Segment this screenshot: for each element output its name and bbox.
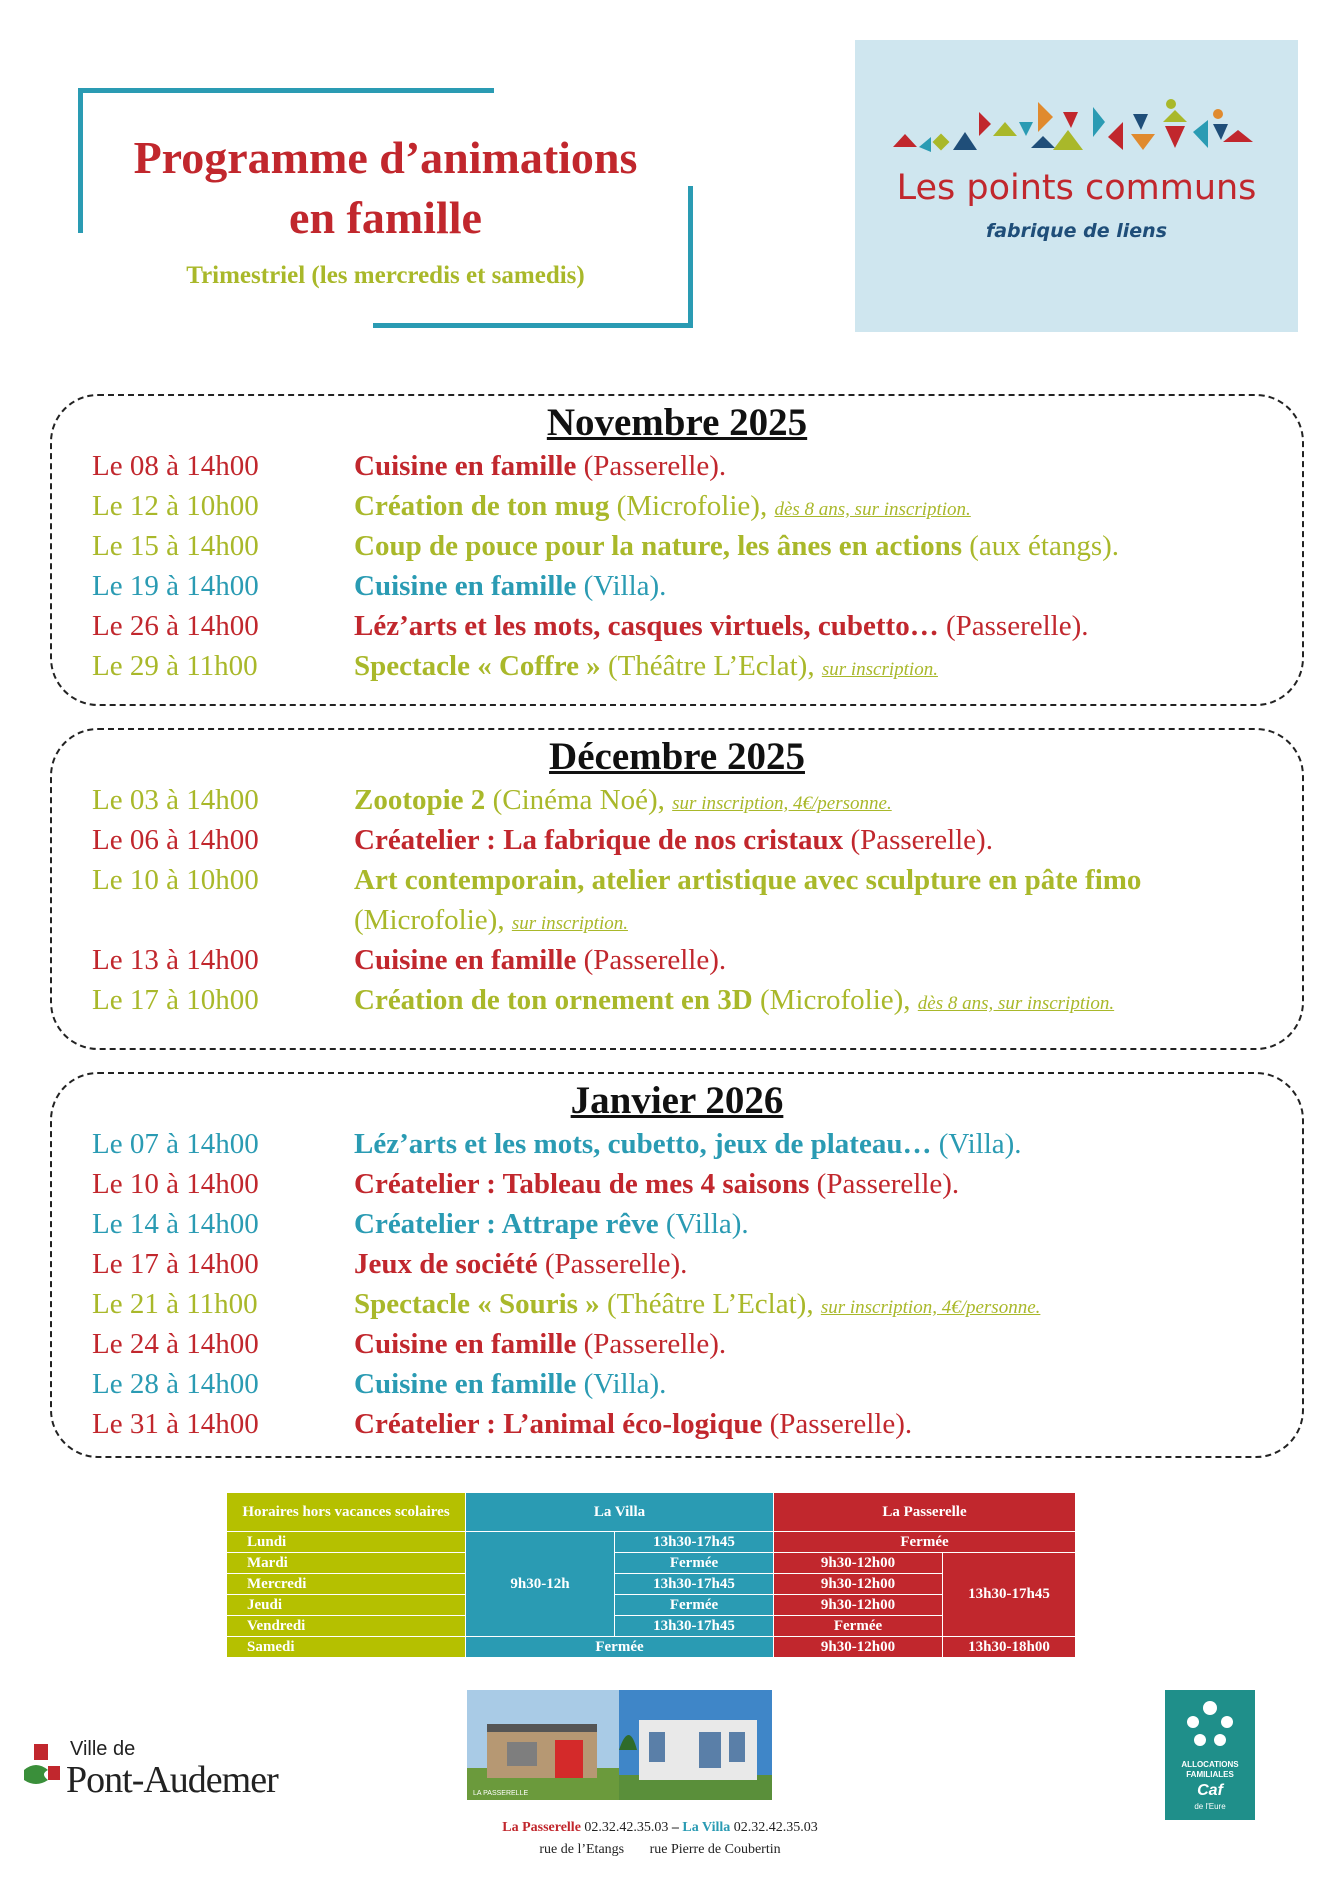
- opening-hours-table: [226, 1492, 1076, 1658]
- day-label: Mercredi: [227, 1574, 466, 1595]
- event-place: (Microfolie),: [354, 904, 512, 936]
- event-date: Le 03 à 14h00: [92, 784, 259, 816]
- event-description: [354, 530, 1119, 563]
- event-title: Créatelier : La fabrique de nos cristaux: [354, 824, 844, 856]
- hours-header-label: Horaires hors vacances scolaires: [227, 1493, 466, 1532]
- passerelle-afternoon: 13h30-17h45: [943, 1553, 1076, 1637]
- city-crest-icon: [22, 1744, 62, 1794]
- event-date: Le 17 à 10h00: [92, 984, 259, 1016]
- month-box-decembre: [50, 728, 1304, 1050]
- month-box-janvier: [50, 1072, 1304, 1458]
- footer-addresses: [380, 1842, 940, 1858]
- event-row: [52, 1288, 1302, 1328]
- event-place: (Passerelle).: [938, 610, 1089, 642]
- event-place: (Microfolie),: [609, 490, 775, 522]
- event-row: [52, 450, 1302, 490]
- event-place: (Passerelle).: [576, 944, 727, 976]
- event-place: (Passerelle).: [843, 824, 993, 856]
- photo-la-villa: [619, 1690, 772, 1800]
- passerelle-morning: 9h30-12h00: [774, 1553, 943, 1574]
- event-title: Art contemporain, atelier artistique avec sculpture en pâte fimo: [354, 864, 1142, 896]
- event-place: (aux étangs).: [962, 530, 1120, 562]
- event-row: [52, 1128, 1302, 1168]
- event-row: [52, 570, 1302, 610]
- passerelle-morning: Fermée: [774, 1616, 943, 1637]
- title-line-1: Programme d’animations: [133, 132, 638, 183]
- month-title: Novembre 2025: [546, 401, 808, 444]
- event-description: [354, 944, 726, 977]
- passerelle-address: rue de l’Etangs: [539, 1842, 625, 1857]
- caf-text-4: de l'Eure: [1194, 1802, 1226, 1811]
- event-title: Cuisine en famille: [354, 944, 577, 976]
- caf-text-1: ALLOCATIONS: [1181, 1760, 1239, 1769]
- event-row: [52, 530, 1302, 570]
- event-place: (Théâtre L’Eclat),: [599, 1288, 821, 1320]
- event-description: [354, 1328, 726, 1361]
- event-date: Le 19 à 14h00: [92, 570, 259, 602]
- logo-name: Les points communs: [896, 168, 1257, 208]
- event-date: Le 10 à 14h00: [92, 1168, 259, 1200]
- villa-afternoon: 13h30-17h45: [615, 1616, 774, 1637]
- event-note: sur inscription, 4€/personne.: [672, 793, 892, 814]
- event-date: Le 07 à 14h00: [92, 1128, 259, 1160]
- event-title: Zootopie 2: [354, 784, 486, 816]
- passerelle-morning: 9h30-12h00: [774, 1574, 943, 1595]
- event-date: Le 24 à 14h00: [92, 1328, 259, 1360]
- day-label: Samedi: [227, 1637, 466, 1658]
- event-description: [354, 1128, 1022, 1161]
- event-place: (Microfolie),: [752, 984, 918, 1016]
- event-date: Le 12 à 10h00: [92, 490, 259, 522]
- caf-logo: [1165, 1690, 1255, 1820]
- points-communs-logo: [855, 40, 1298, 332]
- day-label: Lundi: [227, 1532, 466, 1553]
- event-title: Léz’arts et les mots, cubetto, jeux de plateau…: [354, 1128, 932, 1160]
- event-title: Cuisine en famille: [354, 450, 577, 482]
- event-place: (Villa).: [931, 1128, 1022, 1160]
- event-title: Cuisine en famille: [354, 1328, 577, 1360]
- event-title: Spectacle « Coffre »: [354, 650, 601, 682]
- event-place: (Théâtre L’Eclat),: [600, 650, 822, 682]
- city-logo-name: Pont-Audemer: [66, 1759, 278, 1801]
- event-title: Jeux de société: [354, 1248, 538, 1280]
- event-date: Le 21 à 11h00: [92, 1288, 258, 1320]
- event-description: [354, 450, 726, 483]
- passerelle-phone: 02.32.42.35.03: [584, 1820, 669, 1835]
- day-label: Mardi: [227, 1553, 466, 1574]
- passerelle-label: La Passerelle: [502, 1820, 581, 1835]
- event-description: [354, 490, 971, 523]
- villa-afternoon: 13h30-17h45: [615, 1574, 774, 1595]
- photo-la-passerelle: [467, 1690, 619, 1800]
- event-place: (Passerelle).: [762, 1408, 913, 1440]
- event-note: dès 8 ans, sur inscription.: [774, 499, 971, 520]
- villa-phone: 02.32.42.35.03: [733, 1820, 818, 1835]
- event-description: [354, 1168, 959, 1201]
- event-date: Le 26 à 14h00: [92, 610, 259, 642]
- event-place: (Villa).: [658, 1208, 749, 1240]
- event-description: [354, 1368, 666, 1401]
- event-date: Le 10 à 10h00: [92, 864, 259, 896]
- event-description: [354, 1248, 687, 1281]
- tangram-figures-icon: [893, 92, 1263, 172]
- event-row: [52, 610, 1302, 650]
- caf-text-2: FAMILIALES: [1186, 1770, 1234, 1779]
- event-row: [52, 490, 1302, 530]
- event-row-continuation: [52, 904, 1302, 944]
- month-title: Décembre 2025: [549, 735, 805, 778]
- hours-header-passerelle: La Passerelle: [774, 1493, 1076, 1532]
- event-description: [354, 1408, 912, 1441]
- caf-family-icon: [1165, 1690, 1255, 1760]
- event-title: Créatelier : Tableau de mes 4 saisons: [354, 1168, 810, 1200]
- event-row: [52, 1328, 1302, 1368]
- event-date: Le 13 à 14h00: [92, 944, 259, 976]
- passerelle-monday: Fermée: [774, 1532, 1076, 1553]
- event-title: Création de ton ornement en 3D: [354, 984, 753, 1016]
- event-date: Le 08 à 14h00: [92, 450, 259, 482]
- event-row: [52, 1408, 1302, 1448]
- page-subtitle: Trimestriel (les mercredis et samedis): [186, 262, 585, 289]
- event-title: Léz’arts et les mots, casques virtuels, cubetto…: [354, 610, 939, 642]
- event-note: dès 8 ans, sur inscription.: [917, 993, 1115, 1014]
- day-label: Vendredi: [227, 1616, 466, 1637]
- event-title: Créatelier : L’animal éco-logique: [354, 1408, 763, 1440]
- passerelle-saturday-morning: 9h30-12h00: [774, 1637, 943, 1658]
- event-row: [52, 944, 1302, 984]
- villa-label: La Villa: [682, 1820, 731, 1835]
- villa-afternoon: 13h30-17h45: [615, 1532, 774, 1553]
- city-logo-small: Ville de: [70, 1738, 136, 1760]
- event-title: Créatelier : Attrape rêve: [354, 1208, 659, 1240]
- passerelle-morning: 9h30-12h00: [774, 1595, 943, 1616]
- event-place: (Passerelle).: [809, 1168, 960, 1200]
- event-date: Le 17 à 14h00: [92, 1248, 259, 1280]
- event-date: Le 28 à 14h00: [92, 1368, 259, 1400]
- footer-contacts: [380, 1820, 940, 1836]
- event-row: [52, 1208, 1302, 1248]
- event-row: [52, 864, 1302, 904]
- event-place: (Passerelle).: [576, 1328, 727, 1360]
- event-row: [52, 650, 1302, 690]
- event-description: [354, 610, 1089, 643]
- event-row: [52, 1368, 1302, 1408]
- event-title: Coup de pouce pour la nature, les ânes en actions: [354, 530, 962, 562]
- event-date: Le 14 à 14h00: [92, 1208, 259, 1240]
- passerelle-saturday-afternoon: 13h30-18h00: [943, 1637, 1076, 1658]
- event-description: [354, 650, 938, 683]
- villa-saturday: Fermée: [466, 1637, 774, 1658]
- villa-address: rue Pierre de Coubertin: [649, 1842, 781, 1857]
- event-description: [354, 570, 666, 603]
- caf-text-3: Caf: [1197, 1782, 1223, 1799]
- logo-tagline: fabrique de liens: [985, 220, 1168, 242]
- event-description: [354, 984, 1114, 1017]
- event-description: [354, 824, 993, 857]
- event-place: (Passerelle).: [537, 1248, 688, 1280]
- event-description: [354, 1288, 1040, 1321]
- event-date: Le 29 à 11h00: [92, 650, 258, 682]
- event-date: Le 06 à 14h00: [92, 824, 259, 856]
- month-box-novembre: [50, 394, 1304, 706]
- event-row: [52, 1168, 1302, 1208]
- villa-morning: 9h30-12h: [466, 1532, 615, 1637]
- event-date: Le 15 à 14h00: [92, 530, 259, 562]
- event-row: [52, 984, 1302, 1024]
- villa-afternoon: Fermée: [615, 1553, 774, 1574]
- event-note: sur inscription, 4€/personne.: [820, 1297, 1041, 1318]
- event-description: [354, 904, 628, 937]
- event-date: Le 31 à 14h00: [92, 1408, 259, 1440]
- event-description: [354, 1208, 749, 1241]
- event-row: [52, 824, 1302, 864]
- month-title: Janvier 2026: [570, 1079, 784, 1122]
- event-place: (Villa).: [576, 570, 667, 602]
- event-row: [52, 784, 1302, 824]
- event-description: [354, 864, 1141, 897]
- event-row: [52, 1248, 1302, 1288]
- page-title: [78, 128, 693, 248]
- day-label: Jeudi: [227, 1595, 466, 1616]
- hours-header-villa: La Villa: [466, 1493, 774, 1532]
- photo-caption: LA PASSERELLE: [473, 1790, 529, 1797]
- title-line-2: en famille: [289, 192, 482, 243]
- event-note: sur inscription.: [511, 913, 628, 934]
- villa-afternoon: Fermée: [615, 1595, 774, 1616]
- event-title: Spectacle « Souris »: [354, 1288, 600, 1320]
- event-title: Cuisine en famille: [354, 1368, 577, 1400]
- event-title: Création de ton mug: [354, 490, 610, 522]
- event-title: Cuisine en famille: [354, 570, 577, 602]
- contact-separator: –: [671, 1820, 679, 1835]
- event-place: (Cinéma Noé),: [485, 784, 673, 816]
- event-place: (Villa).: [576, 1368, 667, 1400]
- pont-audemer-logo: [22, 1736, 292, 1806]
- event-note: sur inscription.: [821, 659, 938, 680]
- event-description: [354, 784, 892, 817]
- event-place: (Passerelle).: [576, 450, 727, 482]
